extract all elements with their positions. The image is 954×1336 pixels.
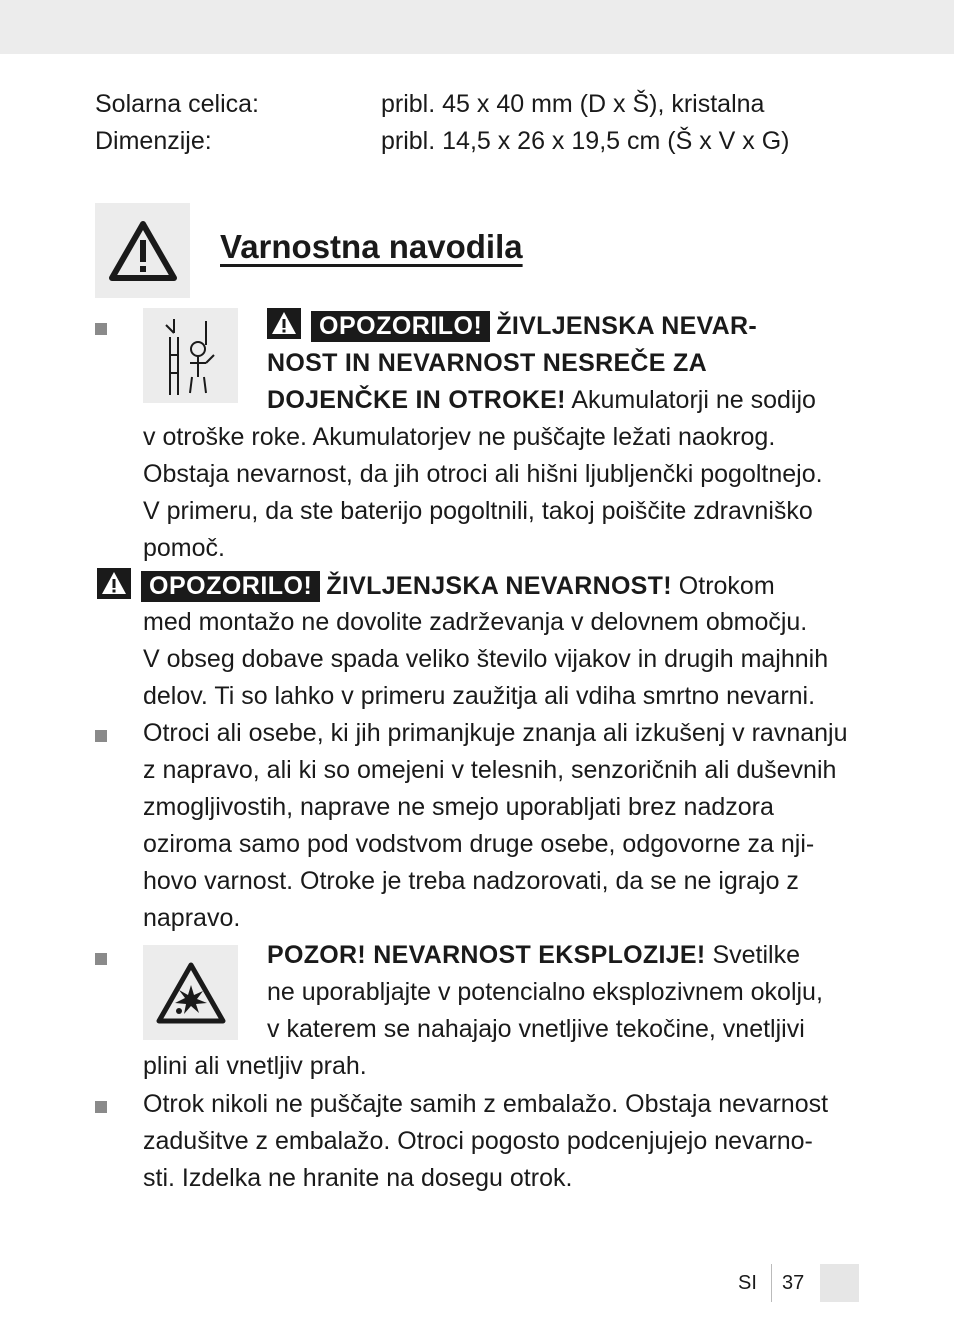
bullet: [95, 730, 107, 742]
section-title: Varnostna navodila: [220, 228, 523, 265]
spec-row-solar: [95, 86, 764, 123]
bold-text: ŽIVLJENJSKA NEVARNOST!: [326, 572, 672, 600]
warning-tag: OPOZORILO!: [311, 311, 490, 342]
text-line: pomoč.: [143, 534, 225, 562]
text-line: v katerem se nahajajo vnetljive tekočine, vnetljivi: [267, 1015, 805, 1043]
bullet: [95, 323, 107, 335]
text-line: napravo.: [143, 904, 241, 932]
text: Svetilke: [705, 941, 801, 969]
warning-tag: OPOZORILO!: [141, 571, 320, 602]
bullet: [95, 1101, 107, 1113]
footer-tab: [820, 1264, 859, 1302]
text-line: hovo varnost. Otroke je treba nadzorovati, da se ne igrajo z: [143, 867, 799, 895]
text: Otrokom: [671, 572, 775, 600]
text-line: V obseg dobave spada veliko število vijakov in drugih majhnih: [143, 645, 829, 673]
text-line: Obstaja nevarnost, da jih otroci ali hišni ljubljenčki pogoltnejo.: [143, 460, 823, 488]
text-line: V primeru, da ste baterijo pogoltnili, takoj poiščite zdravniško: [143, 497, 813, 525]
text-line: v otroške roke. Akumulatorjev ne puščajte ležati naokrog.: [143, 423, 776, 451]
spec-value: pribl. 45 x 40 mm (D x Š), kristalna: [381, 90, 765, 118]
bold-text: ŽIVLJENSKA NEVAR-: [496, 312, 758, 340]
page-number: 37: [782, 1272, 805, 1294]
spec-value: pribl. 14,5 x 26 x 19,5 cm (Š x V x G): [381, 127, 790, 155]
spec-row-dimensions: [95, 123, 789, 160]
warning-triangle-icon: [267, 308, 301, 339]
bullet: [95, 953, 107, 965]
spec-label: Solarna celica:: [95, 90, 259, 118]
text-line: oziroma samo pod vodstvom druge osebe, odgovorne za nji-: [143, 830, 815, 858]
child-danger-icon: [143, 308, 238, 403]
explosion-hazard-icon: [143, 945, 238, 1040]
warning-triangle-icon: [97, 568, 131, 599]
text-line: [97, 568, 775, 605]
top-bar: [0, 0, 954, 54]
text: Akumulatorji ne sodijo: [565, 386, 816, 414]
warning-triangle-icon: [95, 203, 190, 298]
bold-text: POZOR! NEVARNOST EKSPLOZIJE!: [267, 941, 706, 969]
text-line: [267, 308, 757, 345]
bold-text: DOJENČKE IN OTROKE!: [267, 386, 566, 414]
footer-language: SI: [738, 1272, 757, 1294]
footer-divider: [771, 1264, 772, 1302]
text-line: ne uporabljajte v potencialno eksplozivnem okolju,: [267, 978, 823, 1006]
text-line: Otrok nikoli ne puščajte samih z embalažo. Obstaja nevarnost: [143, 1090, 829, 1118]
text-line: [267, 382, 816, 419]
text-line: Otroci ali osebe, ki jih primanjkuje znanja ali izkušenj v ravnanju: [143, 719, 848, 747]
text-line: plini ali vnetljiv prah.: [143, 1052, 367, 1080]
text-line: zmogljivostih, naprave ne smejo uporabljati brez nadzora: [143, 793, 774, 821]
text-line: sti. Izdelka ne hranite na dosegu otrok.: [143, 1164, 573, 1192]
text-line: z napravo, ali ki so omejeni v telesnih, senzoričnih ali duševnih: [143, 756, 837, 784]
text-line: NOST IN NEVARNOST NESREČE ZA: [267, 349, 707, 377]
spec-label: Dimenzije:: [95, 127, 212, 155]
text-line: [267, 937, 800, 974]
text-line: delov. Ti so lahko v primeru zaužitja ali vdiha smrtno nevarni.: [143, 682, 816, 710]
text-line: zadušitve z embalažo. Otroci pogosto podcenjujejo nevarno-: [143, 1127, 813, 1155]
text-line: med montažo ne dovolite zadrževanja v delovnem območju.: [143, 608, 808, 636]
